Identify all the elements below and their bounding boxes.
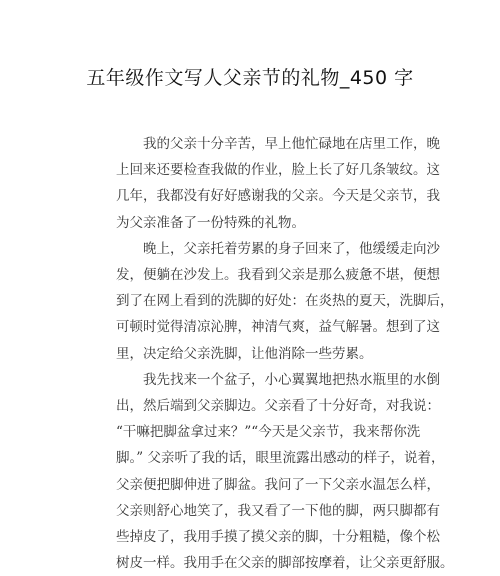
paragraph-line: 我的父亲十分辛苦，早上他忙碌地在店里工作，晚 xyxy=(143,136,440,152)
paragraph-line: 我先找来一个盆子，小心翼翼地把热水瓶里的水倒 xyxy=(143,371,440,388)
paragraph-line: 里，决定给父亲洗脚，让他消除一些劳累。 xyxy=(116,345,373,362)
paragraph-line: 发，便躺在沙发上。我看到父亲是那么疲惫不堪，便想 xyxy=(116,267,440,284)
paragraph-line: 脚。” 父亲听了我的话，眼里流露出感动的样子，说着， xyxy=(116,450,445,467)
paragraph-line: 父亲便把脚伸进了脚盆。我问了一下父亲水温怎么样， xyxy=(116,476,440,493)
paragraph-line: 晚上，父亲托着劳累的身子回来了，他缓缓走向沙 xyxy=(143,240,440,257)
paragraph-line: 父亲则舒心地笑了，我又看了一下他的脚，两只脚都有 xyxy=(116,502,440,519)
paragraph-1 xyxy=(89,131,440,236)
paragraph-line: 些掉皮了，我用手摸了摸父亲的脚，十分粗糙，像个松 xyxy=(116,529,440,546)
paragraph-2 xyxy=(89,236,454,367)
paragraph-line: 上回来还要检查我做的作业，脸上长了好几条皱纹。这 xyxy=(116,162,440,179)
paragraph-line: 为父亲准备了一份特殊的礼物。 xyxy=(116,214,305,231)
document-title: 五年级作文写人父亲节的礼物_450 字 xyxy=(86,67,414,89)
paragraph-line: 可顿时觉得清凉沁脾，神清气爽，益气解暑。想到了这 xyxy=(116,319,440,336)
paragraph-line: 几年，我都没有好好感谢我的父亲。今天是父亲节，我 xyxy=(116,188,440,205)
document-body xyxy=(89,131,454,576)
paragraph-line: 出，然后端到父亲脚边。父亲看了十分好奇，对我说： xyxy=(116,398,440,415)
paragraph-line: 到了在网上看到的洗脚的好处：在炎热的夏天，洗脚后， xyxy=(116,293,454,310)
paragraph-3 xyxy=(89,367,454,576)
paragraph-line: “干嘛把脚盆拿过来？”“今天是父亲节，我来帮你洗 xyxy=(116,424,421,441)
paragraph-line: 树皮一样。我用手在父亲的脚部按摩着，让父亲更舒服。 xyxy=(116,555,454,572)
